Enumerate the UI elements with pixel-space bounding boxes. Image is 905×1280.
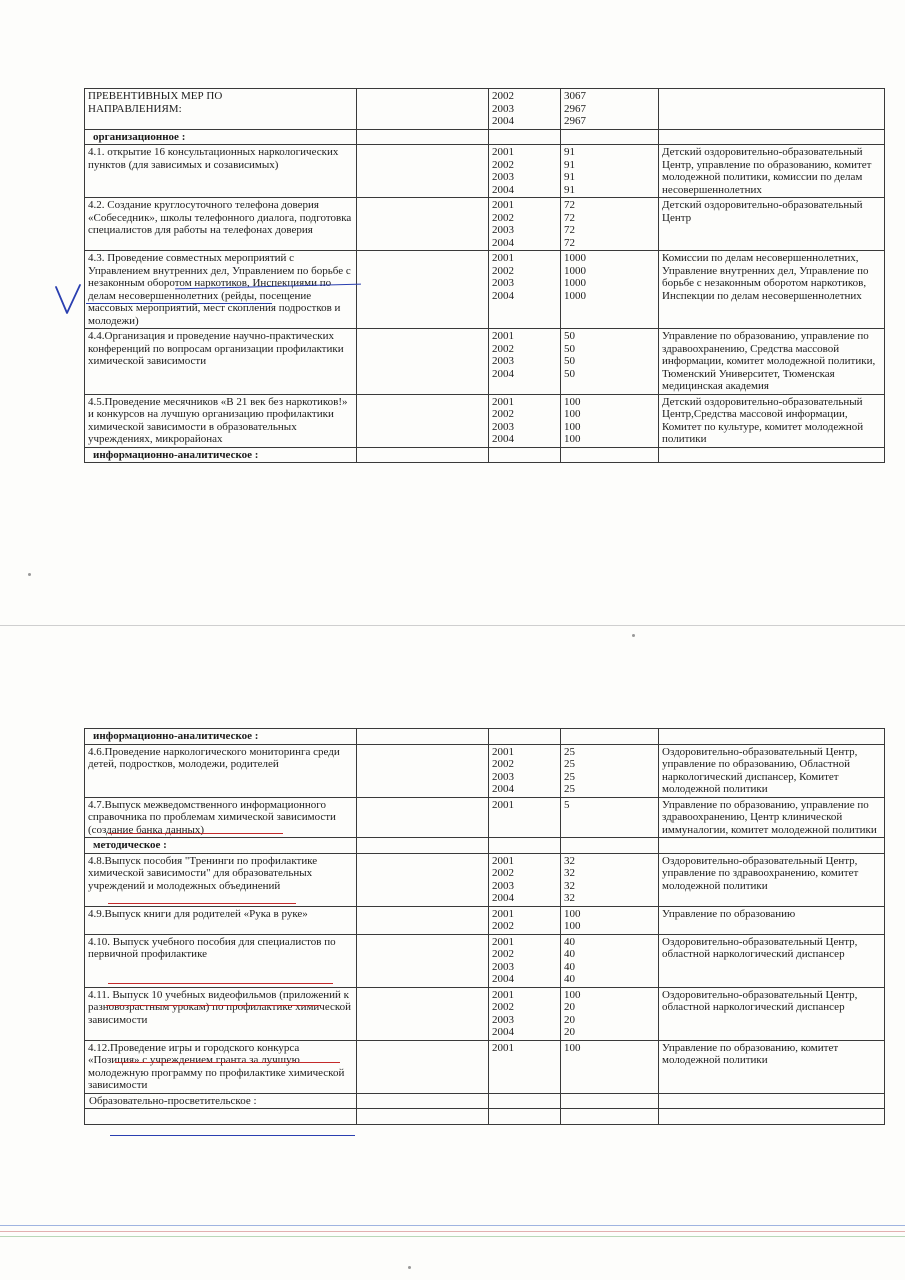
blank-cell (357, 198, 489, 251)
section-row (85, 729, 885, 745)
years-cell: 2001 (489, 1040, 561, 1093)
empty-cell (659, 1093, 885, 1109)
responsible-cell: Детский оздоровительно-образовательный Центр, управление по образованию, комитет молодежной политики, комиссии по делам несовершеннолетних (659, 145, 885, 198)
empty-cell (659, 729, 885, 745)
amount-cell: 72 72 72 72 (561, 198, 659, 251)
responsible-cell: Управление по образованию, управление по здравоохранению, Центр клинической иммуналогии, комитет молодежной политики (659, 797, 885, 838)
table-row (85, 987, 885, 1040)
handwritten-check-mark-icon (53, 283, 83, 317)
section-title: организационное : (85, 129, 357, 145)
measure-name-cell: 4.12.Проведение игры и городского конкурса «Позиция» с учреждением гранта за лучшую молодежную программу по профилактике химической зависимости (85, 1040, 357, 1093)
amount-cell: 5 (561, 797, 659, 838)
years-cell: 2001 2002 2003 2004 (489, 987, 561, 1040)
table-row (85, 329, 885, 395)
blank-cell (357, 329, 489, 395)
scan-speck (408, 1266, 411, 1269)
red-underline (108, 833, 283, 834)
blank-cell (357, 934, 489, 987)
measure-name-cell: 4.1. открытие 16 консультационных наркологических пунктов (для зависимых и созависимых) (85, 145, 357, 198)
empty-cell (659, 838, 885, 854)
blue-underline (110, 1135, 355, 1136)
plan-table-bottom (84, 728, 885, 1125)
scan-speck (632, 634, 635, 637)
table-row (85, 744, 885, 797)
red-underline (108, 903, 296, 904)
responsible-cell: Детский оздоровительно-образовательный Центр,Средства массовой информации, Комитет по культуре, комитет молодежной политики (659, 394, 885, 447)
table-row (85, 89, 885, 130)
scan-artifact-line (0, 625, 905, 626)
measure-name-cell: 4.8.Выпуск пособия "Тренинги по профилактике химической зависимости" для образовательных учреждений и молодежных объединений (85, 853, 357, 906)
amount-cell: 40 40 40 40 (561, 934, 659, 987)
measure-name-cell: 4.10. Выпуск учебного пособия для специалистов по первичной профилактике (85, 934, 357, 987)
blue-underline (86, 303, 272, 304)
table-row (85, 251, 885, 329)
empty-cell (561, 729, 659, 745)
scan-artifact-line (0, 1225, 905, 1226)
measure-name-cell: ПРЕВЕНТИВНЫХ МЕР ПО НАПРАВЛЕНИЯМ: (85, 89, 357, 130)
section-row (85, 1093, 885, 1109)
amount-cell: 25 25 25 25 (561, 744, 659, 797)
amount-cell: 100 (561, 1040, 659, 1093)
years-cell: 2001 (489, 797, 561, 838)
empty-cell (659, 129, 885, 145)
section-row (85, 447, 885, 463)
blank-cell (357, 1040, 489, 1093)
empty-cell (489, 729, 561, 745)
years-cell: 2001 2002 2003 2004 (489, 853, 561, 906)
red-underline (106, 1005, 321, 1006)
blank-cell (357, 145, 489, 198)
amount-cell: 100 100 (561, 906, 659, 934)
amount-cell: 91 91 91 91 (561, 145, 659, 198)
empty-cell (489, 1109, 561, 1125)
section-row (85, 129, 885, 145)
empty-row (85, 1109, 885, 1125)
amount-cell: 3067 2967 2967 (561, 89, 659, 130)
years-cell: 2001 2002 2003 2004 (489, 744, 561, 797)
measure-name-cell: 4.7.Выпуск межведомственного информационного справочника по проблемам химической зависимости (создание банка данных) (85, 797, 357, 838)
empty-cell (357, 1093, 489, 1109)
section-title: информационно-аналитическое : (85, 729, 357, 745)
red-underline (108, 983, 333, 984)
responsible-cell: Управление по образованию (659, 906, 885, 934)
years-cell: 2001 2002 2003 2004 (489, 145, 561, 198)
years-cell: 2001 2002 2003 2004 (489, 934, 561, 987)
blank-cell (357, 987, 489, 1040)
measure-name-cell: 4.4.Организация и проведение научно-практических конференций по вопросам организации профилактики химической зависимости (85, 329, 357, 395)
measure-name-cell: 4.6.Проведение наркологического мониторинга среди детей, подростков, молодежи, родителей (85, 744, 357, 797)
empty-cell (659, 1109, 885, 1125)
empty-cell (489, 838, 561, 854)
table-row (85, 198, 885, 251)
empty-cell (357, 447, 489, 463)
amount-cell: 32 32 32 32 (561, 853, 659, 906)
table-row (85, 934, 885, 987)
scan-speck (28, 573, 31, 576)
empty-cell (357, 1109, 489, 1125)
blank-cell (357, 853, 489, 906)
responsible-cell: Комиссии по делам несовершеннолетних, Управление внутренних дел, Управление по борьбе с незаконным оборотом наркотиков, Инспекции по делам несовершеннолетних (659, 251, 885, 329)
empty-cell (659, 447, 885, 463)
section-title: информационно-аналитическое : (85, 447, 357, 463)
empty-cell (561, 129, 659, 145)
section-title: методическое : (85, 838, 357, 854)
scan-artifact-line (0, 1231, 905, 1232)
empty-cell (357, 838, 489, 854)
empty-cell (561, 447, 659, 463)
years-cell: 2001 2002 2003 2004 (489, 198, 561, 251)
responsible-cell: Детский оздоровительно-образовательный Центр (659, 198, 885, 251)
responsible-cell: Оздоровительно-образовательный Центр, управление по здравоохранению, комитет молодежной политики (659, 853, 885, 906)
amount-cell: 50 50 50 50 (561, 329, 659, 395)
empty-cell (489, 129, 561, 145)
years-cell: 2001 2002 2003 2004 (489, 394, 561, 447)
responsible-cell (659, 89, 885, 130)
responsible-cell: Управление по образованию, комитет молодежной политики (659, 1040, 885, 1093)
measure-name-cell: 4.5.Проведение месячников «В 21 век без наркотиков!» и конкурсов на лучшую организацию профилактики химической зависимости в образовательных учреждениях, микрорайонах (85, 394, 357, 447)
years-cell: 2001 2002 2003 2004 (489, 251, 561, 329)
table-row (85, 906, 885, 934)
table-row (85, 797, 885, 838)
empty-cell (561, 1093, 659, 1109)
table-row (85, 853, 885, 906)
empty-cell (489, 447, 561, 463)
section-row (85, 838, 885, 854)
amount-cell: 1000 1000 1000 1000 (561, 251, 659, 329)
measure-name-cell: 4.3. Проведение совместных мероприятий с Управлением внутренних дел, Управлением по борьбе с незаконным оборотом наркотиков, Инспекциями по делам несовершеннолетних (рейды, посещение массовых мероприятий, мест скопления подростков и молодежи) (85, 251, 357, 329)
amount-cell: 100 100 100 100 (561, 394, 659, 447)
table-row (85, 145, 885, 198)
section-title: Образовательно-просветительское : (85, 1093, 357, 1109)
measure-name-cell: 4.2. Создание круглосуточного телефона доверия «Собеседник», школы телефонного диалога, подготовка специалистов для работы на телефонах доверия (85, 198, 357, 251)
years-cell: 2002 2003 2004 (489, 89, 561, 130)
blank-cell (357, 394, 489, 447)
responsible-cell: Оздоровительно-образовательный Центр, областной наркологический диспансер (659, 987, 885, 1040)
responsible-cell: Оздоровительно-образовательный Центр, областной наркологический диспансер (659, 934, 885, 987)
blank-cell (357, 251, 489, 329)
years-cell: 2001 2002 2003 2004 (489, 329, 561, 395)
table-row (85, 1040, 885, 1093)
blank-cell (357, 906, 489, 934)
blank-cell (357, 744, 489, 797)
measure-name-cell: 4.9.Выпуск книги для родителей «Рука в руке» (85, 906, 357, 934)
table-row (85, 394, 885, 447)
empty-cell (561, 838, 659, 854)
scan-artifact-line (0, 1236, 905, 1237)
empty-cell (561, 1109, 659, 1125)
blank-cell (357, 89, 489, 130)
empty-cell (357, 729, 489, 745)
plan-table-top (84, 88, 885, 463)
responsible-cell: Управление по образованию, управление по здравоохранению, Средства массовой информации, комитет молодежной политики, Тюменский Университет, Тюменская медицинская академия (659, 329, 885, 395)
measure-name-cell: 4.11. Выпуск 10 учебных видеофильмов (приложений к разновозрастным урокам) по профилактике химической зависимости (85, 987, 357, 1040)
years-cell: 2001 2002 (489, 906, 561, 934)
empty-cell (357, 129, 489, 145)
red-underline (115, 1062, 340, 1063)
empty-cell (85, 1109, 357, 1125)
blank-cell (357, 797, 489, 838)
amount-cell: 100 20 20 20 (561, 987, 659, 1040)
empty-cell (489, 1093, 561, 1109)
responsible-cell: Оздоровительно-образовательный Центр, управление по образованию, Областной наркологический диспансер, Комитет молодежной политики (659, 744, 885, 797)
